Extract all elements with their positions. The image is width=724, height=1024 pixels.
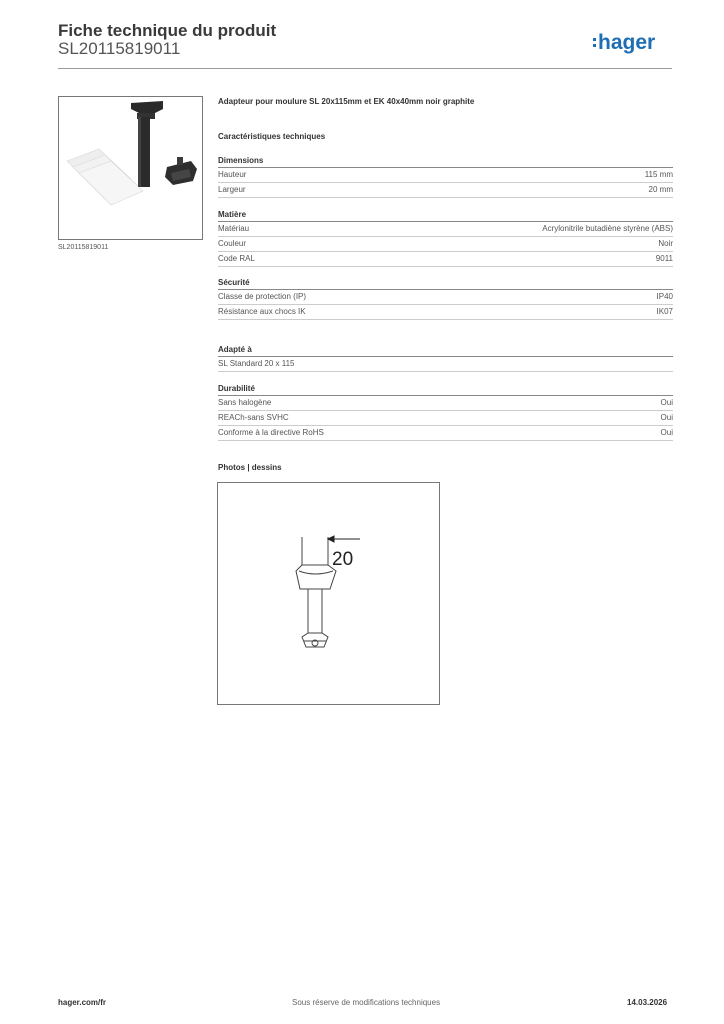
footer-date: 14.03.2026: [627, 998, 668, 1007]
dimension-marker: [328, 536, 360, 542]
footer-disclaimer: Sous réserve de modifications techniques: [292, 998, 441, 1007]
section-title: Sécurité: [218, 276, 673, 290]
footer-website-link[interactable]: hager.com/fr: [58, 998, 107, 1007]
product-photo: [58, 96, 203, 240]
photo-caption: SL20115819011: [58, 244, 109, 251]
spec-row: [218, 411, 673, 426]
spec-label: Hauteur: [218, 170, 247, 179]
drawing-image: [218, 483, 439, 704]
spec-value: IP40: [656, 292, 673, 301]
dimension-label: 20: [332, 549, 354, 570]
product-description: Adapteur pour moulure SL 20x115mm et EK 40x40mm noir graphite: [218, 97, 475, 106]
adapter-outline: [296, 537, 336, 647]
section-title: Adapté à: [218, 343, 673, 357]
spec-row: [218, 290, 673, 305]
technical-drawing: [217, 482, 440, 705]
section-title: Dimensions: [218, 154, 673, 168]
spec-row: [218, 168, 673, 183]
header-divider: [58, 68, 672, 69]
spec-value: Oui: [660, 413, 673, 422]
photos-heading: Photos | dessins: [218, 463, 282, 472]
section-securite: [218, 276, 673, 320]
spec-label: Sans halogène: [218, 398, 272, 407]
hager-logo: [592, 30, 674, 56]
product-reference: SL20115819011: [58, 39, 181, 58]
spec-value: 115 mm: [644, 170, 673, 179]
spec-value: Noir: [658, 239, 673, 248]
cover-strips: [67, 149, 143, 205]
product-image: [59, 97, 202, 239]
spec-row: [218, 426, 673, 441]
spec-row: [218, 237, 673, 252]
spec-label: SL Standard 20 x 115: [218, 359, 295, 368]
spec-label: Classe de protection (IP): [218, 292, 307, 301]
spec-label: Couleur: [218, 239, 247, 248]
spec-row: [218, 396, 673, 411]
logo-dot-top: [593, 38, 596, 41]
section-title: Matière: [218, 208, 673, 222]
spec-label: Résistance aux chocs IK: [218, 307, 306, 316]
spec-label: REACh-sans SVHC: [218, 413, 289, 422]
spec-label: Largeur: [218, 185, 246, 194]
spec-row: [218, 305, 673, 320]
spec-value: IK07: [656, 307, 673, 316]
clip-part: [165, 157, 197, 185]
adapter-part: [131, 101, 163, 187]
spec-value: Oui: [660, 428, 673, 437]
spec-label: Matériau: [218, 224, 250, 233]
spec-label: Conforme à la directive RoHS: [218, 428, 324, 437]
spec-row: [218, 222, 673, 237]
section-dimensions: [218, 154, 673, 198]
section-title: Durabilité: [218, 382, 673, 396]
section-durabilite: [218, 382, 673, 441]
characteristics-heading: Caractéristiques techniques: [218, 132, 326, 141]
logo-dot-bottom: [593, 44, 596, 47]
section-matiere: [218, 208, 673, 267]
spec-value: 20 mm: [648, 185, 673, 194]
spec-value: 9011: [655, 254, 673, 263]
section-adapte: [218, 343, 673, 372]
logo-wordmark: hager: [598, 31, 656, 54]
spec-row: [218, 252, 673, 267]
spec-value: Acrylonitrile butadiène styrène (ABS): [542, 224, 673, 233]
page-title: Fiche technique du produit: [58, 21, 277, 40]
spec-label: Code RAL: [218, 254, 255, 263]
spec-row: [218, 357, 673, 372]
spec-value: Oui: [660, 398, 673, 407]
spec-row: [218, 183, 673, 198]
